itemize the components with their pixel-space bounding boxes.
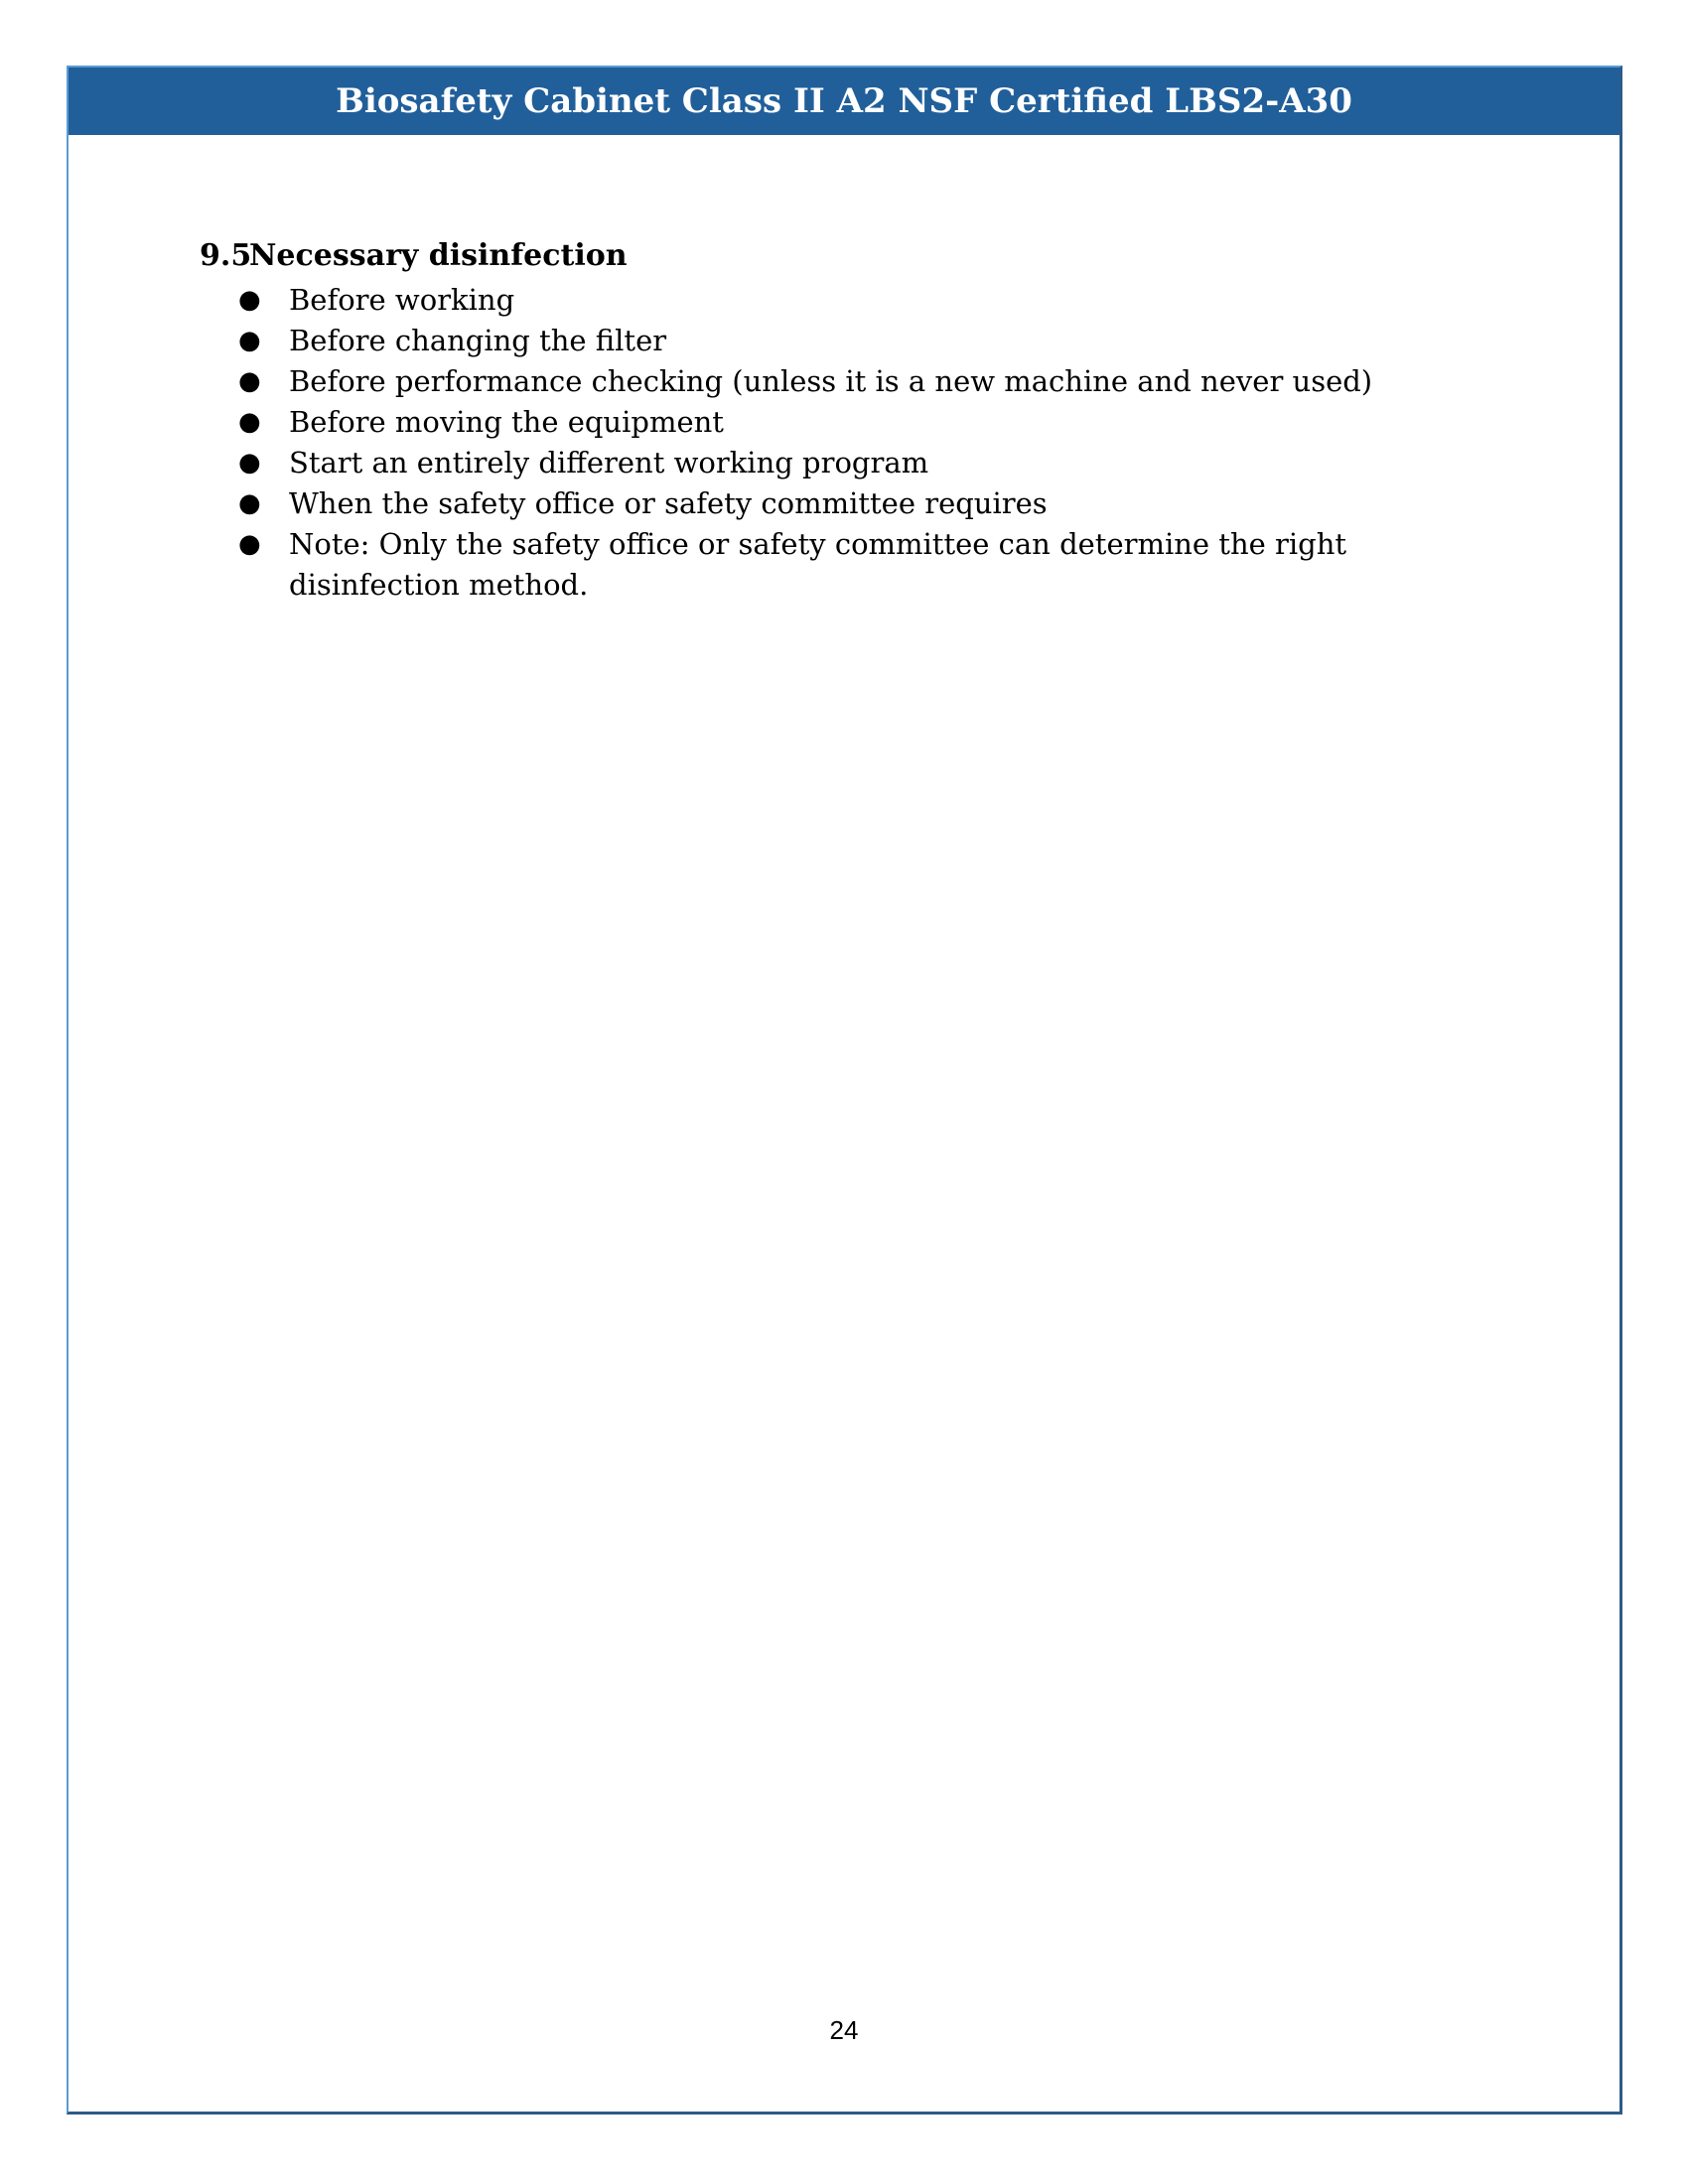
disinfection-list <box>0 280 1500 606</box>
document-header <box>69 68 1619 135</box>
list-item: ● When the safety office or safety committee requires <box>0 483 1500 524</box>
list-item: ● Note: Only the safety office or safety committee can determine the right disinfection method. <box>0 524 1500 606</box>
list-item: ● Before changing the filter <box>0 321 1500 361</box>
section-title: Necessary disinfection <box>249 238 628 273</box>
page-number: 24 <box>829 2015 859 2045</box>
list-item: ● Start an entirely different working program <box>0 443 1500 483</box>
bullet-icon: ● <box>238 407 261 437</box>
list-item: ● Before working <box>0 280 1500 321</box>
bullet-icon: ● <box>238 488 261 518</box>
list-item: ● Before moving the equipment <box>0 402 1500 443</box>
bullet-icon: ● <box>238 448 261 478</box>
section-heading <box>200 238 628 273</box>
bullet-icon: ● <box>238 529 261 559</box>
bullet-icon: ● <box>238 285 261 315</box>
list-item: ● Before performance checking (unless it is a new machine and never used) <box>0 361 1500 402</box>
bullet-icon: ● <box>238 366 261 396</box>
document-title: Biosafety Cabinet Class II A2 NSF Certified LBS2-A30 <box>336 81 1352 121</box>
section-number: 9.5 <box>200 238 252 273</box>
bullet-icon: ● <box>238 326 261 355</box>
